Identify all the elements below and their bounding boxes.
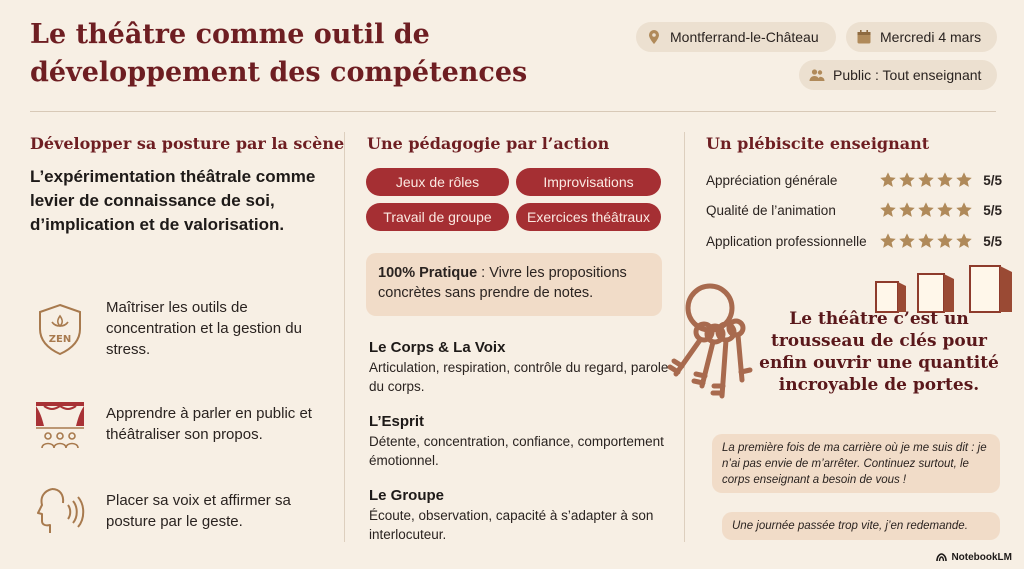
rating-row <box>706 230 1002 252</box>
zen-label: ZEN <box>48 333 72 345</box>
rating-label: Appréciation générale <box>706 172 838 188</box>
map-pin-icon <box>646 29 662 45</box>
col3-heading: Un plébiscite enseignant <box>706 134 930 153</box>
block-text: Écoute, observation, capacité à s’adapter à son interlocuteur. <box>369 508 654 542</box>
rating-label: Qualité de l’animation <box>706 202 836 218</box>
users-icon <box>809 67 825 83</box>
callout-text: : Vivre les propositions concrètes sans prendre de notes. <box>378 265 627 301</box>
theater-stage-icon <box>30 394 90 454</box>
feature-text: Placer sa voix et affirmer sa posture par le geste. <box>106 492 291 530</box>
rating-label: Application professionnelle <box>706 233 867 249</box>
block-title: L’Esprit <box>369 413 425 430</box>
star-icon <box>936 201 954 219</box>
feature-item <box>30 481 330 541</box>
feature-item <box>30 297 330 360</box>
header-divider <box>30 111 996 112</box>
block-text: Détente, concentration, confiance, comportement émotionnel. <box>369 434 664 468</box>
feature-text: Maîtriser les outils de concentration et la gestion du stress. <box>106 299 302 358</box>
content-block <box>369 412 669 470</box>
callout-bold: 100% Pratique <box>378 265 478 281</box>
star-icon <box>936 171 954 189</box>
column-divider-1 <box>344 132 345 542</box>
block-text: Articulation, respiration, contrôle du regard, parole du corps. <box>369 360 669 394</box>
col1-lead: L’expérimentation théâtrale comme levier de connaissance de soi, d’implication et de valorisation. <box>30 167 316 234</box>
feature-text: Apprendre à parler en public et théâtraliser son propos. <box>106 405 312 443</box>
star-icon <box>955 232 973 250</box>
audience-text: Public : Tout enseignant <box>833 67 982 83</box>
star-icon <box>879 201 897 219</box>
audience-badge <box>799 60 997 90</box>
rating-score: 5/5 <box>983 202 1002 218</box>
tag-group-work: Travail de groupe <box>366 203 509 231</box>
star-icon <box>898 171 916 189</box>
feature-item <box>30 394 330 454</box>
brand-watermark <box>936 552 1012 563</box>
page-title: Le théâtre comme outil de développement des compétences <box>30 19 528 88</box>
block-title: Le Groupe <box>369 487 445 504</box>
tag-theater-exercises: Exercices théâtraux <box>516 203 661 231</box>
star-rating <box>879 201 973 219</box>
content-block <box>369 338 669 396</box>
content-block <box>369 486 669 544</box>
rating-row <box>706 169 1002 191</box>
rating-score: 5/5 <box>983 172 1002 188</box>
tag-role-play: Jeux de rôles <box>366 168 509 196</box>
col1-heading: Développer sa posture par la scène <box>30 134 345 153</box>
star-icon <box>898 232 916 250</box>
star-icon <box>917 232 935 250</box>
star-icon <box>936 232 954 250</box>
location-text: Montferrand-le-Château <box>670 29 819 45</box>
notebooklm-logo-icon <box>936 553 947 562</box>
calendar-icon <box>856 29 872 45</box>
date-text: Mercredi 4 mars <box>880 29 982 45</box>
highlight-quote: Le théâtre c’est un trousseau de clés pour enfin ouvrir une quantité incroyable de portes. <box>759 309 999 395</box>
tag-improvisations: Improvisations <box>516 168 661 196</box>
open-doors-illustration <box>846 262 1016 314</box>
star-rating <box>879 232 973 250</box>
location-badge <box>636 22 836 52</box>
star-icon <box>955 171 973 189</box>
block-title: Le Corps & La Voix <box>369 339 506 356</box>
rating-score: 5/5 <box>983 233 1002 249</box>
col2-heading: Une pédagogie par l’action <box>367 134 610 153</box>
zen-shield-icon <box>30 299 90 359</box>
star-icon <box>879 232 897 250</box>
star-icon <box>879 171 897 189</box>
practice-callout <box>366 253 662 316</box>
star-rating <box>879 171 973 189</box>
star-icon <box>917 171 935 189</box>
star-icon <box>898 201 916 219</box>
date-badge <box>846 22 997 52</box>
key-ring-icon <box>660 268 756 418</box>
star-icon <box>917 201 935 219</box>
testimonial-bubble: Une journée passée trop vite, j’en redemande. <box>722 512 1000 540</box>
speaking-voice-icon <box>30 481 90 541</box>
testimonial-bubble: La première fois de ma carrière où je me suis dit : je n’ai pas envie de m’arrêter. Continuez surtout, le corps enseignant a besoin de vous ! <box>712 434 1000 493</box>
rating-row <box>706 199 1002 221</box>
brand-text: NotebookLM <box>951 552 1012 563</box>
star-icon <box>955 201 973 219</box>
